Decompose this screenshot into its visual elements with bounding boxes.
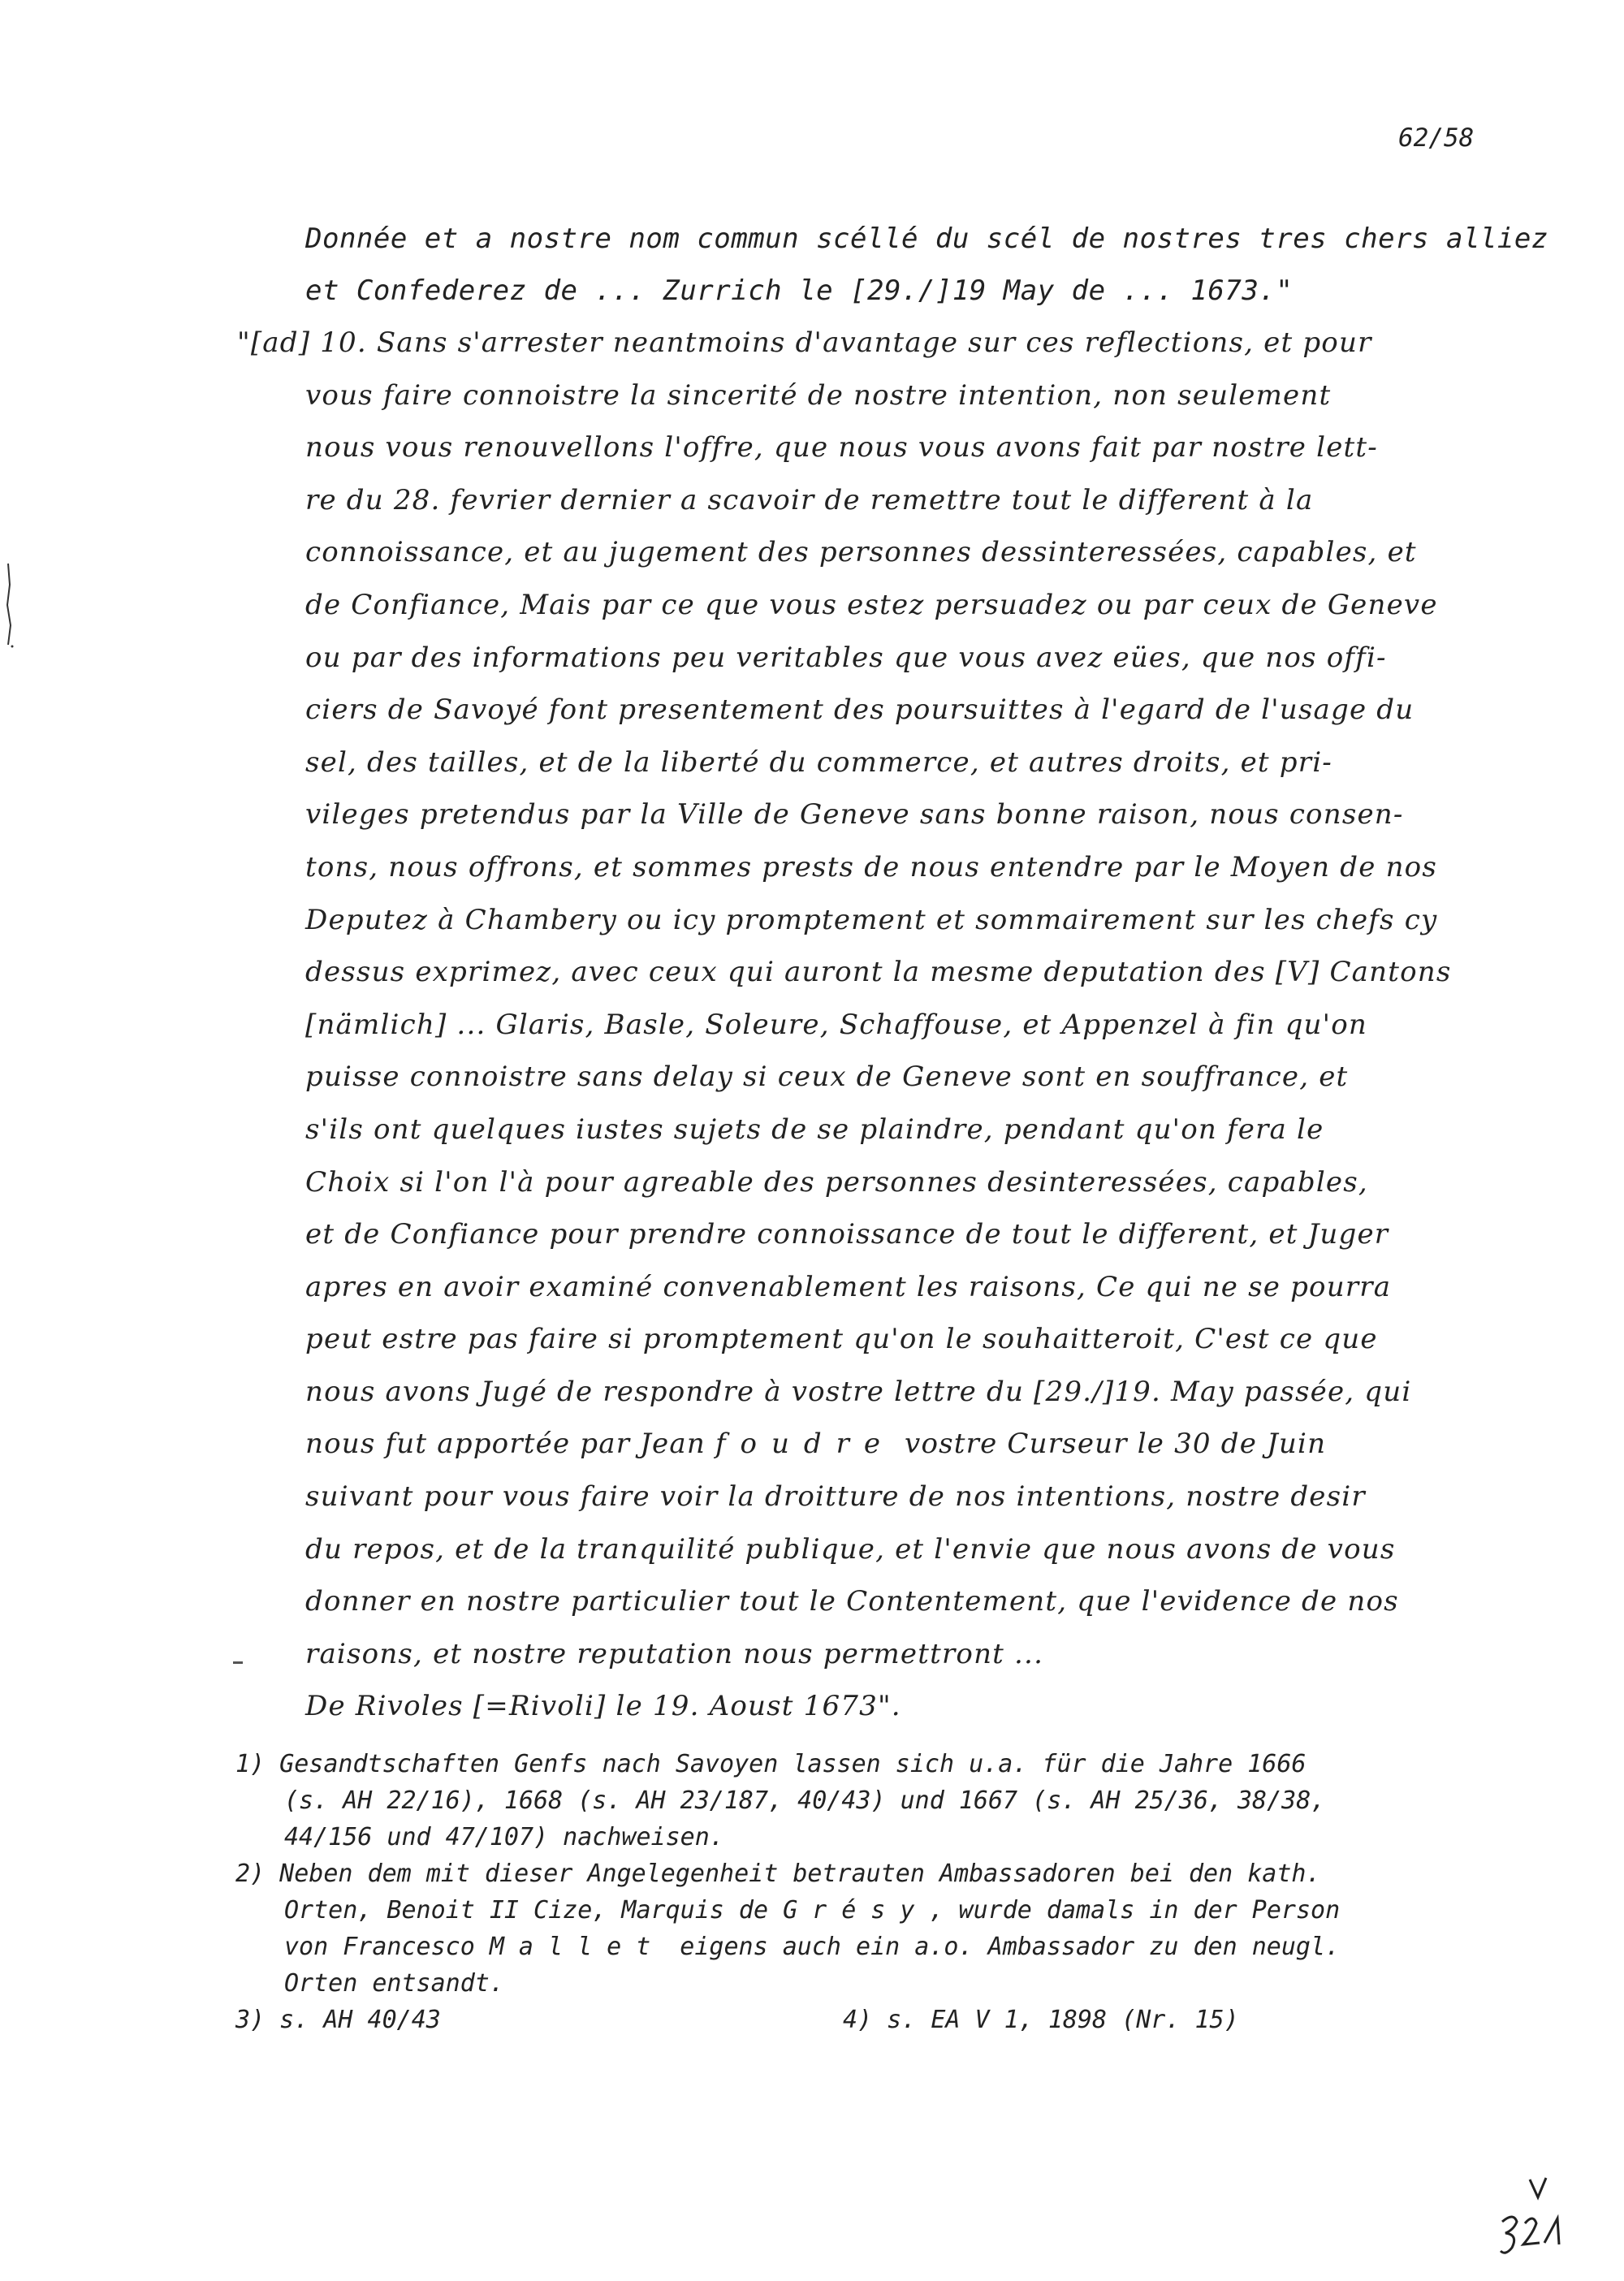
text-line: nous avons Jugé de respondre à vostre lettre du [29./]19. May passée, qui — [305, 1375, 1412, 1408]
text-fragment: , wurde damals in der Person — [929, 1896, 1341, 1925]
text-fragment: eigens auch ein a.o. Ambassador zu den neugl. — [665, 1933, 1341, 1961]
text-line: "[ad] 10. Sans s'arrester neantmoins d'avantage sur ces reflections, et pour — [237, 326, 1372, 359]
text-line: De Rivoles [=Rivoli] le 19. Aoust 1673". — [305, 1690, 901, 1723]
spaced-name: Mallet — [489, 1933, 666, 1961]
footnote-2 — [235, 1855, 1535, 2002]
text-line: et de Confiance pour prendre connoissance de tout le different, et Juger — [305, 1218, 1389, 1251]
text-fragment: von Francesco — [284, 1933, 490, 1961]
text-line: suivant pour vous faire voir la droitture de nos intentions, nostre desir — [305, 1480, 1366, 1514]
spaced-name: Grésy — [783, 1896, 930, 1925]
text-line: de Confiance, Mais par ce que vous estez persuadez ou par ceux de Geneve — [305, 588, 1438, 621]
text-line: raisons, et nostre reputation nous permettront ... — [305, 1637, 1044, 1670]
footnotes — [235, 1746, 1535, 2038]
text-line: ciers de Savoyé font presentement des poursuittes à l'egard de l'usage du — [305, 693, 1415, 727]
text-line: connoissance, et au jugement des personnes dessinteressées, capables, et — [305, 536, 1417, 569]
text-fragment: vostre Curseur le 30 de Juin — [895, 1428, 1327, 1461]
text-line: puisse connoistre sans delay si ceux de Geneve sont en souffrance, et — [305, 1061, 1349, 1094]
text-line: ou par des informations peu veritables que vous avez eües, que nos offi- — [305, 641, 1387, 674]
letter-body — [237, 317, 1536, 1733]
footnote-line: (s. AH 22/16), 1668 (s. AH 23/187, 40/43) und 1667 (s. AH 25/36, 38/38, — [284, 1786, 1326, 1815]
footnote-4: 4) s. EA V 1, 1898 (Nr. 15) — [843, 2006, 1239, 2034]
footnote-line — [235, 1892, 1535, 1929]
text-line: vous faire connoistre la sincerité de nostre intention, non seulement — [305, 378, 1332, 412]
footnote-1 — [235, 1746, 1535, 1855]
text-line: tons, nous offrons, et sommes prests de nous entendre par le Moyen de nos — [305, 850, 1437, 883]
text-line: et Confederez de ... Zurrich le [29./]19 May de ... 1673." — [305, 274, 1294, 307]
footnote-line — [235, 1929, 1535, 1965]
text-line: vileges pretendus par la Ville de Geneve sans bonne raison, nous consen- — [305, 798, 1404, 832]
text-fragment: nous fut apportée par Jean — [305, 1428, 715, 1461]
text-line: nous vous renouvellons l'offre, que nous vous avons fait par nostre lett- — [305, 431, 1378, 464]
footnote-line: 1) Gesandtschaften Genfs nach Savoyen lassen sich u.a. für die Jahre 1666 — [235, 1750, 1307, 1778]
handwritten-folio-mark — [1494, 2175, 1567, 2264]
text-line: apres en avoir examiné convenablement les raisons, Ce qui ne se pourra — [305, 1270, 1392, 1303]
text-line: sel, des tailles, et de la liberté du commerce, et autres droits, et pri- — [305, 745, 1332, 779]
text-line: Deputez à Chambery ou icy promptement et sommairement sur les chefs cy — [305, 903, 1438, 936]
footnote-3: 3) s. AH 40/43 — [235, 2006, 441, 2034]
text-line: Choix si l'on l'à pour agreable des personnes desinteressées, capables, — [305, 1165, 1368, 1199]
page-number: 62/58 — [1398, 123, 1475, 153]
footnote-line: Orten entsandt. — [284, 1969, 504, 1998]
text-line: peut estre pas faire si promptement qu'on le souhaitteroit, C'est ce que — [305, 1323, 1378, 1356]
footnote-3-4 — [235, 2002, 1535, 2038]
margin-dash — [233, 1661, 243, 1664]
text-line: Donnée et a nostre nom commun scéllé du scél de nostres tres chers alliez — [305, 222, 1548, 255]
text-line: s'ils ont quelques iustes sujets de se plaindre, pendant qu'on fera le — [305, 1112, 1324, 1146]
footnote-line: 2) Neben dem mit dieser Angelegenheit betrauten Ambassadoren bei den kath. — [235, 1860, 1321, 1888]
text-line: dessus exprimez, avec ceux qui auront la mesme deputation des [V] Cantons — [305, 956, 1452, 989]
text-line — [237, 1418, 1536, 1471]
text-line: donner en nostre particulier tout le Contentement, que l'evidence de nos — [305, 1585, 1399, 1618]
margin-ink-mark — [3, 560, 15, 650]
spaced-name: foudre — [715, 1428, 896, 1461]
text-line: re du 28. fevrier dernier a scavoir de remettre tout le different à la — [305, 483, 1314, 516]
text-line: [nämlich] ... Glaris, Basle, Soleure, Schaffouse, et Appenzel à fin qu'on — [305, 1008, 1367, 1041]
text-fragment: Orten, Benoit II Cize, Marquis de — [284, 1896, 784, 1925]
intro-paragraph — [305, 213, 1548, 317]
text-line: du repos, et de la tranquilité publique, et l'envie que nous avons de vous — [305, 1532, 1396, 1566]
footnote-line: 44/156 und 47/107) nachweisen. — [284, 1823, 724, 1851]
